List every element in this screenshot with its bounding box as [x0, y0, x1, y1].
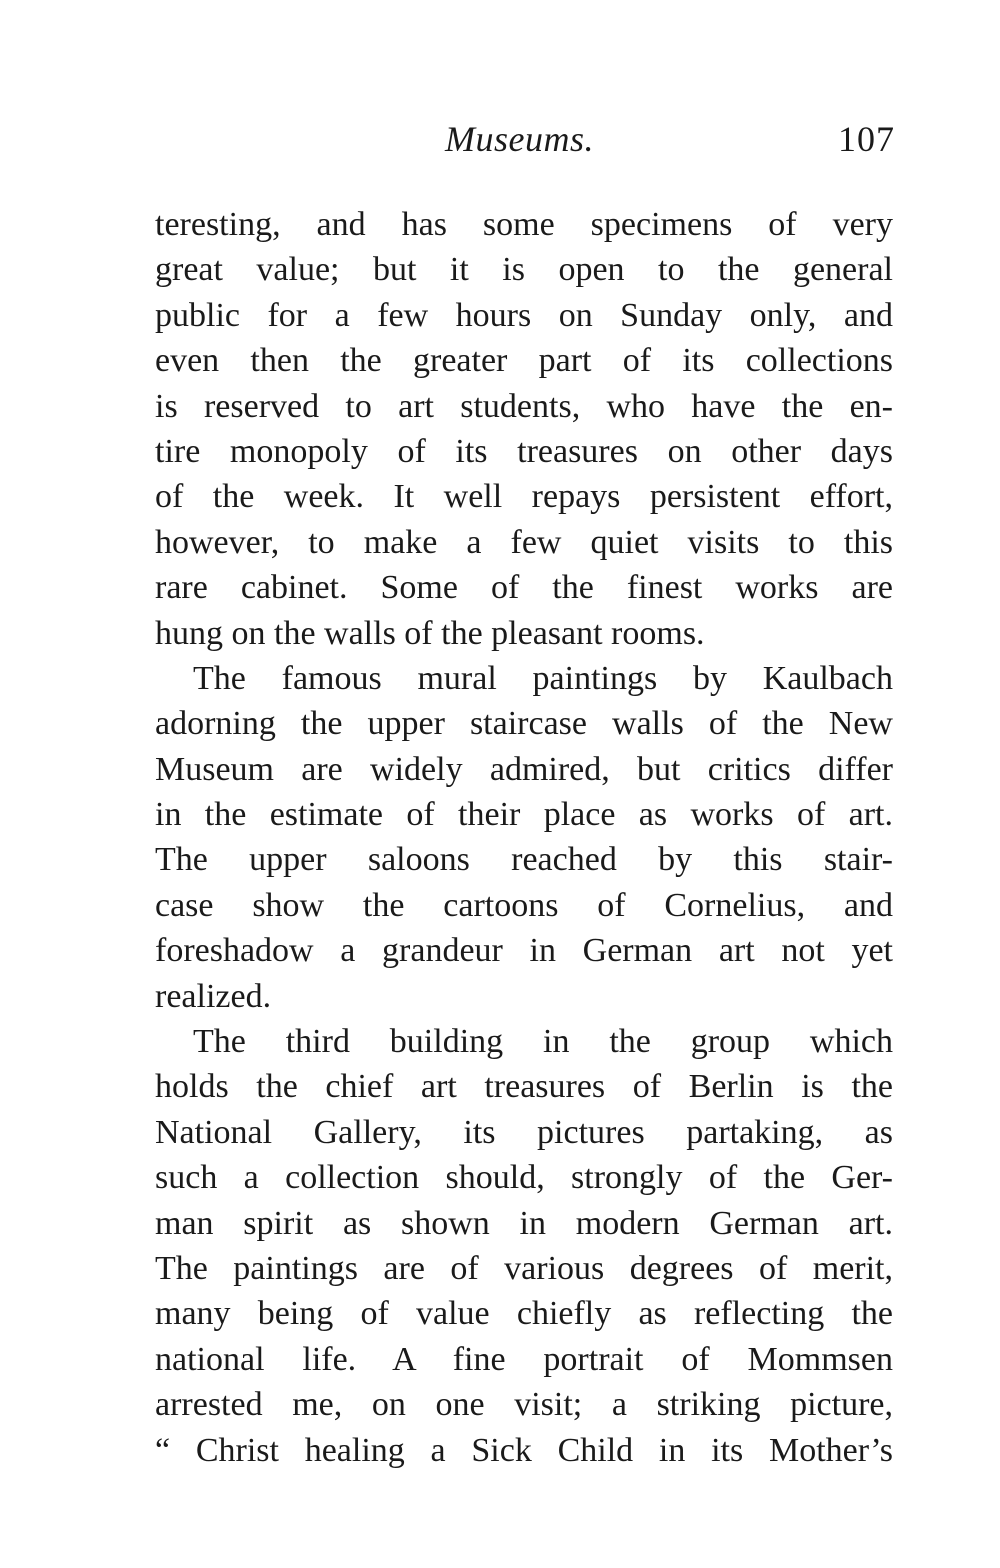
text-line: of the week. It well repays persistent effort, [155, 478, 893, 516]
text-line: holds the chief art treasures of Berlin is the [155, 1068, 893, 1106]
text-line: The upper saloons reached by this stair- [155, 841, 893, 879]
text-line: many being of value chiefly as reflecting the [155, 1295, 893, 1333]
text-line: great value; but it is open to the general [155, 251, 893, 289]
text-line: hung on the walls of the pleasant rooms. [155, 614, 705, 652]
body-text [155, 202, 893, 1473]
paragraph [155, 202, 893, 656]
text-line: is reserved to art students, who have the en- [155, 387, 893, 425]
text-line: tire monopoly of its treasures on other days [155, 432, 893, 470]
text-line: teresting, and has some specimens of very [155, 206, 893, 243]
paragraph [155, 1019, 893, 1473]
page-number: 107 [838, 119, 895, 159]
text-line: arrested me, on one visit; a striking picture, [155, 1386, 893, 1424]
text-line: “ Christ healing a Sick Child in its Mother’s [155, 1431, 893, 1469]
running-title: Museums. [445, 119, 594, 159]
text-line: National Gallery, its pictures partaking, as [155, 1113, 893, 1151]
text-line: rare cabinet. Some of the finest works are [155, 569, 893, 607]
text-line: in the estimate of their place as works of art. [155, 796, 893, 834]
text-line: national life. A fine portrait of Mommsen [155, 1340, 893, 1378]
text-line: public for a few hours on Sunday only, and [155, 296, 893, 334]
text-line: realized. [155, 977, 272, 1015]
text-line: even then the greater part of its collections [155, 342, 893, 380]
text-line: The third building in the group which [193, 1023, 893, 1061]
text-line: The paintings are of various degrees of merit, [155, 1249, 893, 1287]
paragraph [155, 656, 893, 1019]
text-line: adorning the upper staircase walls of the New [155, 705, 893, 743]
text-line: man spirit as shown in modern German art. [155, 1204, 893, 1242]
text-line: however, to make a few quiet visits to this [155, 523, 893, 561]
text-line: such a collection should, strongly of the Ger- [155, 1159, 893, 1197]
text-line: foreshadow a grandeur in German art not yet [155, 932, 893, 970]
running-head [155, 118, 895, 168]
text-line: case show the cartoons of Cornelius, and [155, 886, 893, 924]
text-line: Museum are widely admired, but critics differ [155, 750, 893, 788]
text-line: The famous mural paintings by Kaulbach [193, 659, 893, 697]
